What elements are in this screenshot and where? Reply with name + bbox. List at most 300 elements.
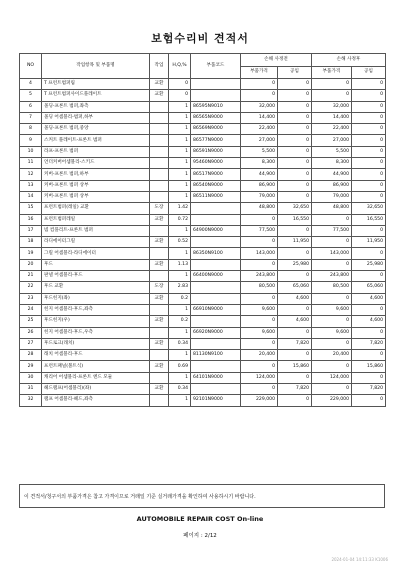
cell-after-parts: 0 [312,259,352,270]
cell-before-parts: 9,600 [241,304,278,315]
header-code: 부품코드 [191,54,241,79]
cell-item: 몰딩-프론트 범퍼,좌측 [42,101,150,112]
table-row [20,248,386,259]
cell-after-parts: 0 [312,90,352,101]
cell-work [150,225,169,236]
table-row [20,372,386,383]
cell-after-parts: 0 [312,79,352,90]
cell-item: 몰딩-프론트 범퍼,중앙 [42,124,150,135]
cell-before-labor: 0 [278,124,312,135]
cell-before-parts: 0 [241,316,278,327]
cell-before-parts: 8,300 [241,158,278,169]
cell-after-labor: 0 [352,135,386,146]
cell-hq: 0.2 [169,316,191,327]
cell-after-labor: 0 [352,180,386,191]
cell-hq: 0 [169,79,191,90]
cell-code [191,293,241,304]
cell-code: 86517N9000 [191,169,241,180]
cell-code: 66920N9000 [191,327,241,338]
cell-before-labor: 0 [278,146,312,157]
cell-hq: 1 [169,271,191,282]
cell-after-parts: 0 [312,316,352,327]
cell-after-parts: 20,400 [312,350,352,361]
header-after-parts: 부품가격 [312,66,352,79]
cell-work: 도장 [150,282,169,293]
cell-hq: 1 [169,135,191,146]
cell-work: 교환 [150,237,169,248]
cell-item: 프런트패널(볼트식) [42,361,150,372]
header-before: 손해 사정전 [241,54,312,67]
cell-before-parts: 0 [241,79,278,90]
cell-before-parts: 0 [241,293,278,304]
cell-before-labor: 0 [278,327,312,338]
table-row [20,158,386,169]
cell-code [191,338,241,349]
cell-after-parts: 0 [312,338,352,349]
cell-no: 23 [20,293,42,304]
table-row [20,79,386,90]
cell-before-labor: 65,060 [278,282,312,293]
cell-before-labor: 16,550 [278,214,312,225]
cell-code: 66400N9000 [191,271,241,282]
cell-before-labor: 0 [278,248,312,259]
cell-hq: 1 [169,124,191,135]
cell-hq: 0.69 [169,361,191,372]
cell-work [150,248,169,259]
cell-before-parts: 86,900 [241,180,278,191]
cell-after-parts: 0 [312,293,352,304]
cell-work: 교환 [150,259,169,270]
cell-code: 92101N9000 [191,395,241,406]
cell-no: 10 [20,146,42,157]
cell-code: 81130N9100 [191,350,241,361]
table-row [20,282,386,293]
cell-code [191,384,241,395]
cell-after-labor: 0 [352,327,386,338]
cell-after-labor: 25,980 [352,259,386,270]
cell-before-labor: 0 [278,395,312,406]
cell-code [191,90,241,101]
cell-before-parts: 79,000 [241,191,278,202]
cell-item: 후드 교환 [42,282,150,293]
cell-no: 19 [20,248,42,259]
cell-hq: 1 [169,191,191,202]
cell-item: 힌지 어셈블리-후드,우측 [42,327,150,338]
page-number: 페이지 : 2/12 [183,533,217,539]
cell-before-labor: 0 [278,112,312,123]
cell-hq: 1.42 [169,203,191,214]
cell-code [191,237,241,248]
cell-before-parts: 124,000 [241,372,278,383]
cell-work [150,112,169,123]
cell-after-labor: 0 [352,372,386,383]
cell-work [150,124,169,135]
cell-work: 교환 [150,316,169,327]
table-row [20,124,386,135]
cell-no: 13 [20,180,42,191]
cell-after-parts: 8,300 [312,158,352,169]
cell-hq: 0.72 [169,214,191,225]
cell-after-parts: 14,400 [312,112,352,123]
cell-after-labor: 0 [352,191,386,202]
table-row [20,101,386,112]
cell-no: 31 [20,384,42,395]
cell-before-labor: 25,980 [278,259,312,270]
cell-before-parts: 0 [241,214,278,225]
cell-no: 7 [20,112,42,123]
cell-before-parts: 243,800 [241,271,278,282]
cell-no: 6 [20,101,42,112]
table-row [20,350,386,361]
cell-work [150,146,169,157]
cell-item: 언더커버어셈블리-스키드 [42,158,150,169]
cell-hq: 1 [169,248,191,259]
cell-no: 29 [20,361,42,372]
table-row [20,304,386,315]
estimate-table [19,53,386,407]
cell-item: 힌지 어셈블리-후드,좌측 [42,304,150,315]
price-note: 이 견적서/청구서의 부품가격은 참고 가격이므로 거래일 기준 실거래가격을 확인하여 사용하시기 바랍니다. [19,484,385,508]
cell-after-parts: 0 [312,237,352,248]
table-row [20,146,386,157]
cell-work: 교환 [150,361,169,372]
cell-after-labor: 0 [352,271,386,282]
cell-after-parts: 143,000 [312,248,352,259]
cell-no: 5 [20,90,42,101]
cell-no: 12 [20,169,42,180]
cell-code: 86565N9000 [191,112,241,123]
cell-before-labor: 0 [278,225,312,236]
cell-item: T 프런트범퍼사이드플레이트 [42,90,150,101]
cell-after-labor: 16,550 [352,214,386,225]
cell-work [150,158,169,169]
cell-after-labor: 0 [352,225,386,236]
cell-item: 빔 컴플리트-프론트 범퍼 [42,225,150,236]
cell-hq: 1 [169,180,191,191]
cell-before-labor: 15,860 [278,361,312,372]
header-after: 손해 사정후 [312,54,386,67]
cell-work [150,327,169,338]
cell-before-labor: 0 [278,350,312,361]
cell-item: 커버-프론트 범퍼 상부 [42,180,150,191]
cell-after-parts: 0 [312,361,352,372]
cell-after-parts: 77,500 [312,225,352,236]
cell-code: 95460N9000 [191,158,241,169]
cell-item: 몰딩 어셈블리-범퍼,하부 [42,112,150,123]
cell-before-parts: 80,500 [241,282,278,293]
cell-after-parts: 9,600 [312,304,352,315]
cell-hq: 1 [169,225,191,236]
cell-before-parts: 0 [241,338,278,349]
table-row [20,90,386,101]
cell-before-labor: 0 [278,90,312,101]
cell-after-parts: 22,400 [312,124,352,135]
cell-no: 15 [20,203,42,214]
cell-after-labor: 11,950 [352,237,386,248]
cell-no: 22 [20,282,42,293]
cell-code [191,361,241,372]
cell-before-parts: 0 [241,361,278,372]
cell-after-labor: 0 [352,124,386,135]
cell-work [150,191,169,202]
cell-no: 9 [20,135,42,146]
cell-before-labor: 7,820 [278,338,312,349]
cell-no: 24 [20,304,42,315]
cell-before-parts: 0 [241,90,278,101]
table-row [20,169,386,180]
cell-before-parts: 229,000 [241,395,278,406]
table-row [20,180,386,191]
cell-code: 86511N9000 [191,191,241,202]
cell-before-parts: 77,500 [241,225,278,236]
cell-hq: 1 [169,146,191,157]
cell-no: 14 [20,191,42,202]
cell-item: 커버-프론트 범퍼 상부 [42,191,150,202]
cell-code: 86595N9010 [191,101,241,112]
cell-code [191,79,241,90]
cell-no: 21 [20,271,42,282]
cell-before-labor: 0 [278,79,312,90]
cell-before-labor: 4,600 [278,316,312,327]
table-row [20,338,386,349]
header-work: 작업 [150,54,169,79]
cell-item: 커버-프론트 범퍼,하부 [42,169,150,180]
cell-before-parts: 44,900 [241,169,278,180]
header-hq: H,Q,% [169,54,191,79]
table-row [20,271,386,282]
cell-after-labor: 0 [352,79,386,90]
cell-no: 16 [20,214,42,225]
cell-after-parts: 79,000 [312,191,352,202]
cell-before-labor: 0 [278,169,312,180]
cell-work [150,180,169,191]
cell-after-parts: 32,000 [312,101,352,112]
cell-item: 후드힌지(우) [42,316,150,327]
cell-item: 후드 [42,259,150,270]
cell-before-parts: 9,600 [241,327,278,338]
cell-after-parts: 80,500 [312,282,352,293]
cell-hq: 1 [169,304,191,315]
table-row [20,203,386,214]
cell-after-labor: 4,600 [352,293,386,304]
cell-before-labor: 0 [278,191,312,202]
cell-before-labor: 0 [278,101,312,112]
cell-item: 스커트 플레이트-프론트 범퍼 [42,135,150,146]
cell-after-parts: 5,500 [312,146,352,157]
cell-before-labor: 4,600 [278,293,312,304]
cell-item: 래치 어셈블리-후드 [42,350,150,361]
cell-no: 8 [20,124,42,135]
table-row [20,259,386,270]
cell-before-labor: 0 [278,271,312,282]
cell-item: 후드힌지(좌) [42,293,150,304]
cell-work: 교환 [150,90,169,101]
table-row [20,361,386,372]
cell-item: 판넬 어셈블리-후드 [42,271,150,282]
cell-hq: 1 [169,158,191,169]
cell-after-labor: 0 [352,90,386,101]
cell-item: 라디에이터그릴 [42,237,150,248]
cell-after-labor: 65,060 [352,282,386,293]
cell-after-labor: 0 [352,112,386,123]
cell-after-parts: 124,000 [312,372,352,383]
cell-after-labor: 0 [352,101,386,112]
cell-before-labor: 11,950 [278,237,312,248]
print-timestamp: 2024-01-04 14:11:33 K1006 [331,557,388,562]
cell-work: 교환 [150,293,169,304]
cell-hq: 1 [169,327,191,338]
cell-after-labor: 15,860 [352,361,386,372]
cell-after-labor: 32,650 [352,203,386,214]
cell-hq: 1 [169,372,191,383]
cell-work [150,350,169,361]
table-row [20,214,386,225]
cell-hq: 2.83 [169,282,191,293]
cell-after-parts: 9,600 [312,327,352,338]
table-body [20,79,386,407]
table-row [20,384,386,395]
cell-code: 86540N9000 [191,180,241,191]
cell-no: 25 [20,316,42,327]
cell-item: 라프-프론트 범퍼 [42,146,150,157]
header-no: NO [20,54,42,79]
cell-code: 66910N9000 [191,304,241,315]
table-row [20,237,386,248]
cell-item: 캐리어 어셈블리-프론트 엔드 모듈 [42,372,150,383]
cell-before-labor: 0 [278,304,312,315]
cell-work [150,372,169,383]
cell-before-parts: 0 [241,237,278,248]
cell-before-labor: 32,650 [278,203,312,214]
cell-after-labor: 7,820 [352,338,386,349]
cell-before-labor: 0 [278,158,312,169]
cell-work [150,135,169,146]
cell-work [150,169,169,180]
cell-before-parts: 27,000 [241,135,278,146]
cell-code [191,316,241,327]
cell-work [150,395,169,406]
cell-no: 18 [20,237,42,248]
cell-before-parts: 22,400 [241,124,278,135]
cell-before-parts: 143,000 [241,248,278,259]
cell-after-labor: 0 [352,146,386,157]
cell-after-labor: 0 [352,304,386,315]
cell-before-parts: 0 [241,384,278,395]
cell-after-labor: 7,820 [352,384,386,395]
cell-hq: 1 [169,112,191,123]
header-item: 작업항목 및 부품명 [42,54,150,79]
cell-after-labor: 4,600 [352,316,386,327]
cell-code: 86591N9000 [191,146,241,157]
cell-work: 교환 [150,384,169,395]
cell-before-parts: 0 [241,259,278,270]
cell-after-parts: 0 [312,214,352,225]
cell-no: 4 [20,79,42,90]
cell-hq: 0.2 [169,293,191,304]
cell-code [191,282,241,293]
cell-code: 86569N9000 [191,124,241,135]
cell-item: 램프 어셈블리-헤드,좌측 [42,395,150,406]
cell-code: 86577N9000 [191,135,241,146]
cell-after-parts: 86,900 [312,180,352,191]
cell-code [191,259,241,270]
cell-hq: 1 [169,169,191,180]
cell-work: 도장 [150,203,169,214]
cell-after-parts: 27,000 [312,135,352,146]
cell-after-labor: 0 [352,169,386,180]
cell-after-parts: 0 [312,384,352,395]
cell-code: 64900N9000 [191,225,241,236]
cell-after-labor: 0 [352,158,386,169]
cell-work [150,271,169,282]
cell-after-parts: 229,000 [312,395,352,406]
cell-after-labor: 0 [352,350,386,361]
document-title: 보험수리비 견적서 [151,32,249,45]
cell-hq: 1 [169,101,191,112]
cell-work [150,304,169,315]
cell-hq: 1 [169,350,191,361]
cell-before-labor: 7,820 [278,384,312,395]
cell-hq: 0 [169,90,191,101]
table-row [20,316,386,327]
cell-after-labor: 0 [352,395,386,406]
cell-item: T 프런트범퍼림 [42,79,150,90]
cell-no: 30 [20,372,42,383]
table-row [20,225,386,236]
cell-work [150,101,169,112]
cell-no: 26 [20,327,42,338]
footer-brand: AUTOMOBILE REPAIR COST On-line [136,515,264,523]
cell-work: 교환 [150,214,169,225]
cell-before-parts: 5,500 [241,146,278,157]
cell-work: 교환 [150,338,169,349]
header-before-parts: 부품가격 [241,66,278,79]
cell-before-labor: 0 [278,135,312,146]
cell-after-parts: 48,800 [312,203,352,214]
cell-code: 86350N9100 [191,248,241,259]
cell-hq: 0.34 [169,384,191,395]
table-row [20,395,386,406]
cell-hq: 1 [169,395,191,406]
table-row [20,191,386,202]
cell-item: 그릴 어셈블리-라디에이터 [42,248,150,259]
cell-before-parts: 20,400 [241,350,278,361]
cell-code [191,214,241,225]
cell-no: 20 [20,259,42,270]
cell-hq: 1.13 [169,259,191,270]
cell-item: 프런트범퍼레일 [42,214,150,225]
cell-before-parts: 14,400 [241,112,278,123]
table-row [20,327,386,338]
cell-after-parts: 243,800 [312,271,352,282]
cell-no: 32 [20,395,42,406]
table-row [20,293,386,304]
table-row [20,135,386,146]
cell-before-parts: 32,000 [241,101,278,112]
cell-item: 후드로크(래치) [42,338,150,349]
cell-hq: 0.52 [169,237,191,248]
cell-work: 교환 [150,79,169,90]
cell-no: 27 [20,338,42,349]
cell-item: 프런트범퍼(레일) 교환 [42,203,150,214]
cell-no: 17 [20,225,42,236]
cell-code: 64101N9000 [191,372,241,383]
cell-before-labor: 0 [278,372,312,383]
cell-hq: 0.34 [169,338,191,349]
header-after-labor: 공임 [352,66,386,79]
cell-item: 헤드램프(어셈블리)(좌) [42,384,150,395]
cell-code [191,203,241,214]
